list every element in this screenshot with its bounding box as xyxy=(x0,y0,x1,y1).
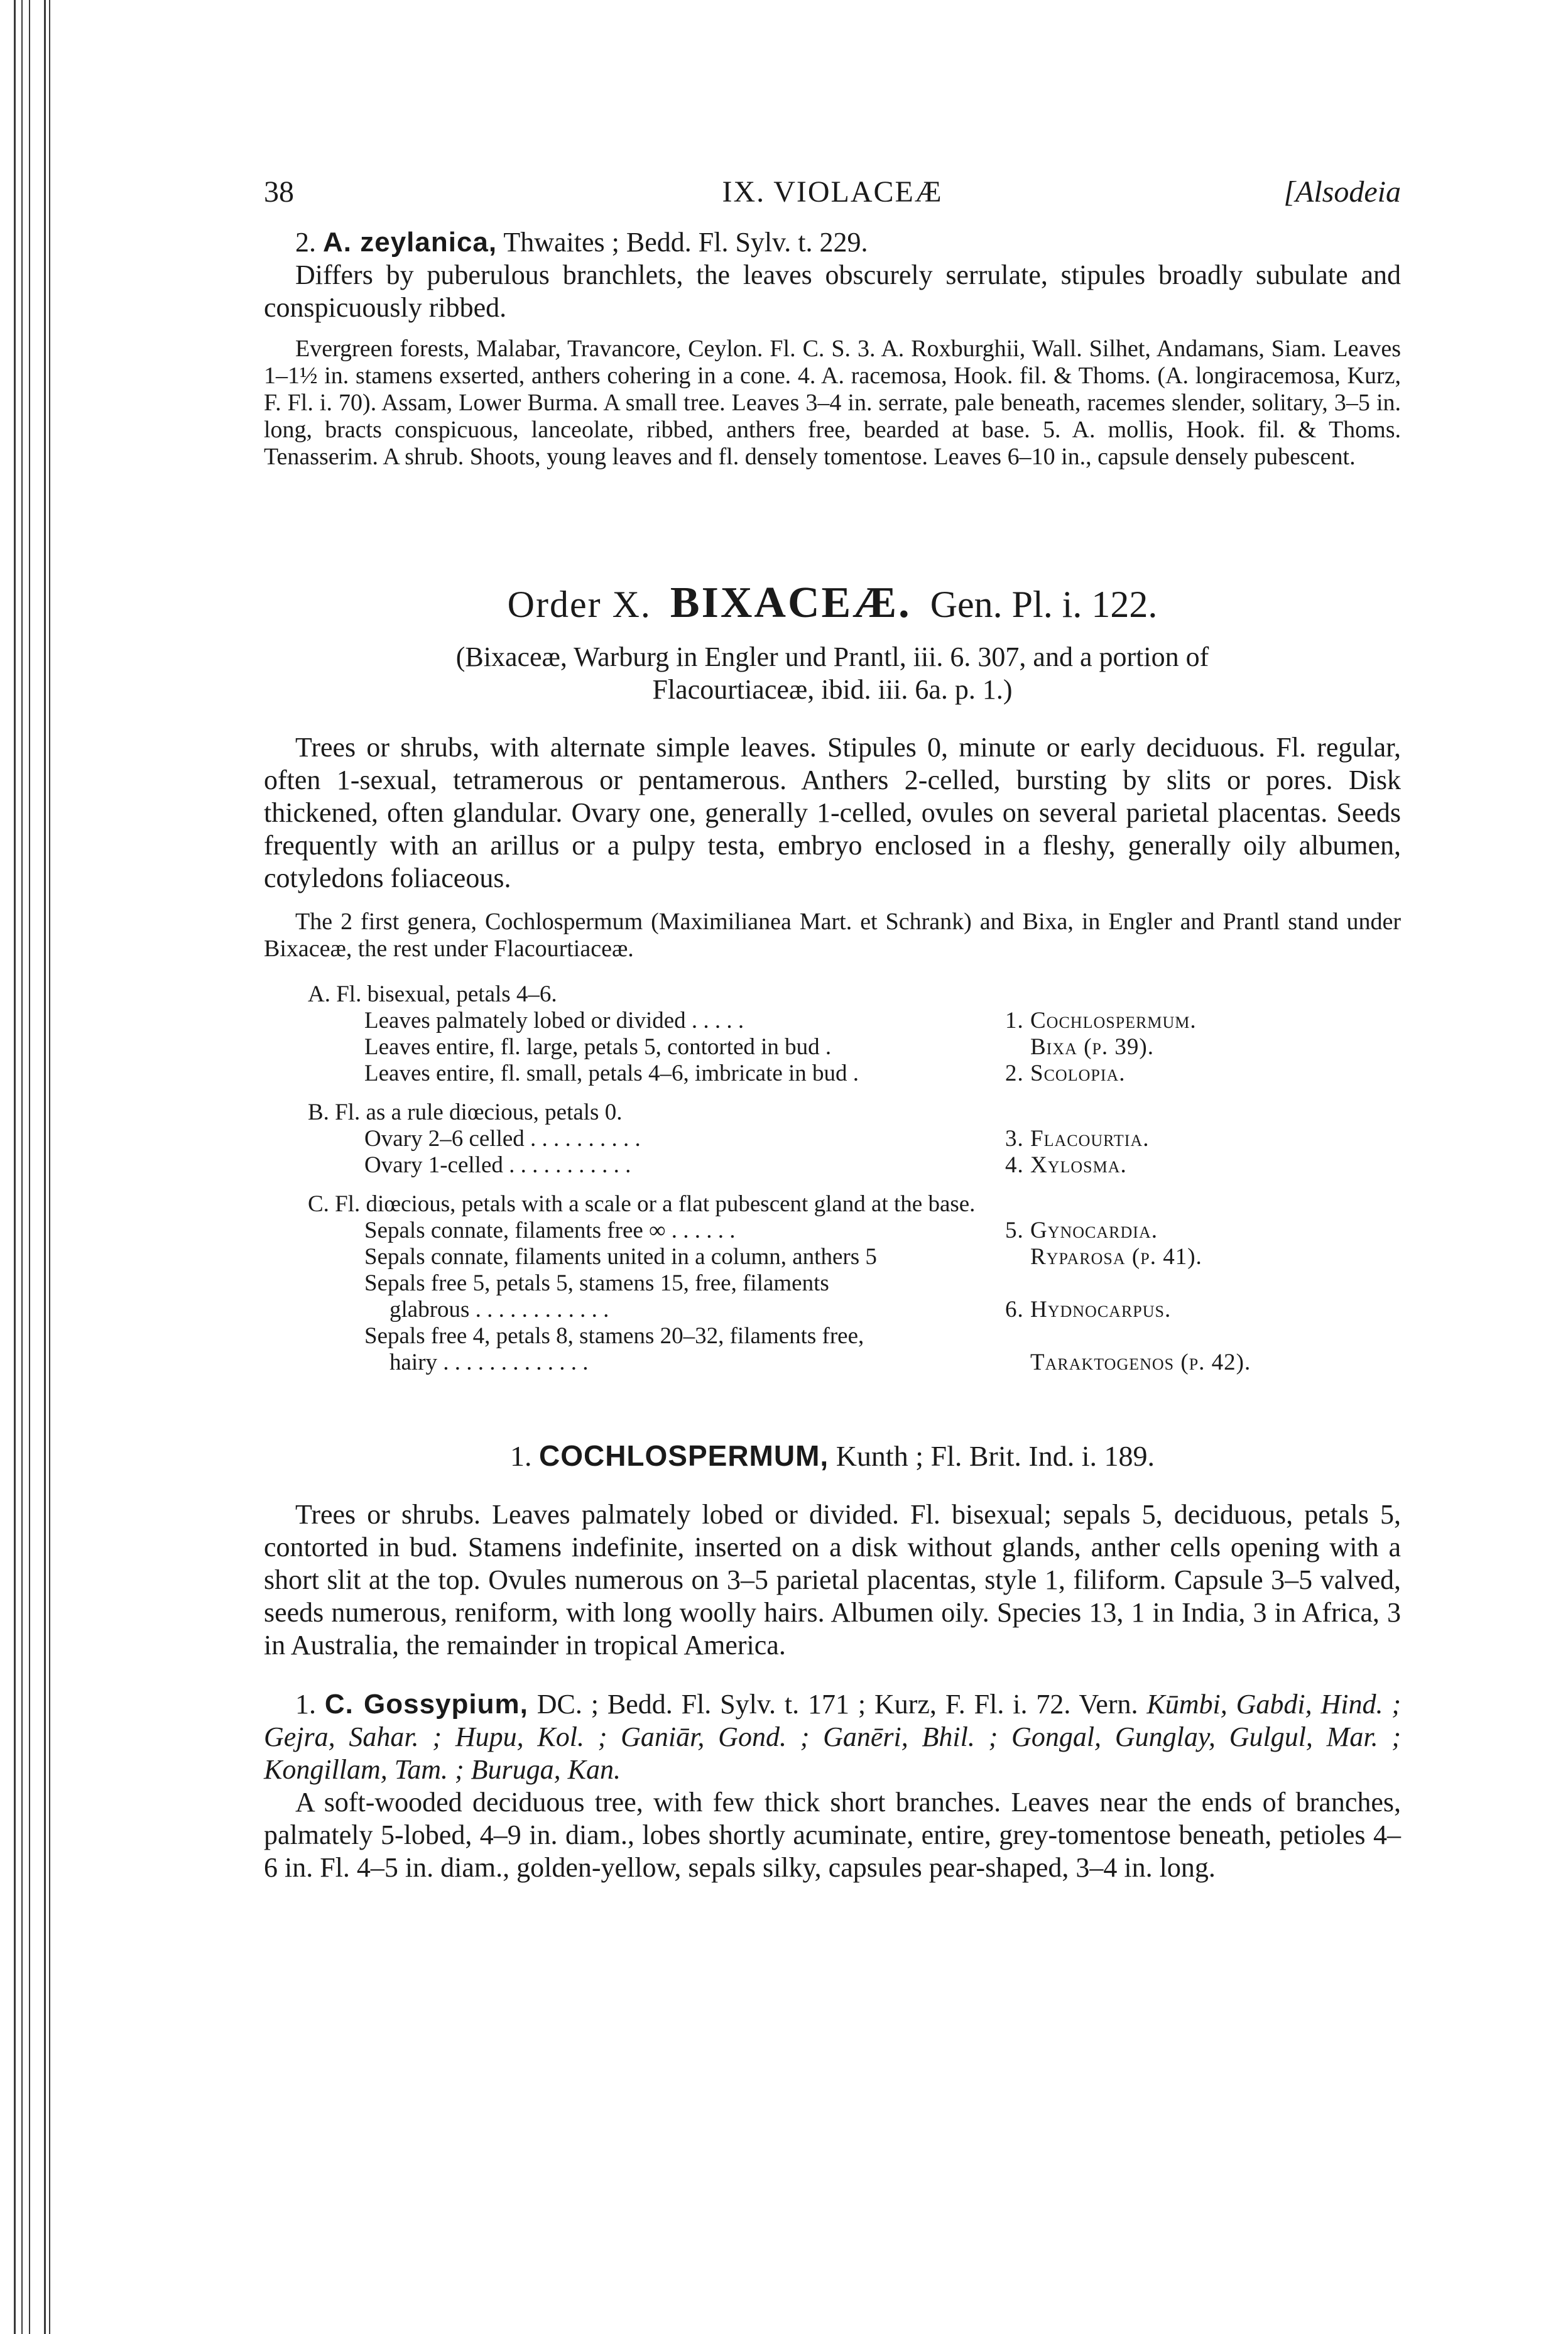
species-name: C. Gossypium, xyxy=(324,1689,528,1720)
key-heading: C. Fl. diœcious, petals with a scale or a flat pubescent gland at the base. xyxy=(308,1191,976,1217)
order-prefix: Order X. xyxy=(507,584,651,625)
key-row xyxy=(308,1152,1401,1179)
key-row xyxy=(308,1061,1401,1087)
key-group-a xyxy=(308,981,1401,1087)
species-name: A. zeylanica, xyxy=(323,227,498,258)
running-header xyxy=(264,175,1401,219)
species-references: DC. ; Bedd. Fl. Sylv. t. 171 ; Kurz, F. Fl. i. 72. Vern. xyxy=(536,1689,1138,1720)
order-name: BIXACEÆ. xyxy=(670,579,912,627)
species-heading xyxy=(264,1688,1401,1786)
species-description: A soft-wooded deciduous tree, with few thick short branches. Leaves near the ends of branches, palmately 5-lobed, 4–9 in. diam., lobes shortly acuminate, entire, grey-tomentose beneath, petioles 4–6 in. Fl. 4–5 in. diam., golden-yellow, sepals silky, capsules pear-shaped, 3–4 in. long. xyxy=(264,1787,1401,1883)
key-row xyxy=(308,1244,1401,1270)
key-heading: B. Fl. as a rule diœcious, petals 0. xyxy=(308,1099,623,1125)
binding-line xyxy=(21,0,23,2334)
binding-line xyxy=(14,0,16,2334)
order-synonymy-line-1: (Bixaceæ, Warburg in Engler und Prantl, iii. 6. 307, and a portion of xyxy=(455,641,1209,672)
genus-name: COCHLOSPERMUM, xyxy=(538,1439,829,1472)
order-reference: Gen. Pl. i. 122. xyxy=(930,584,1158,625)
order-description: Trees or shrubs, with alternate simple leaves. Stipules 0, minute or early deciduous. Fl. regular, often 1-sexual, tetramerous or pentamerous. Anthers 2-celled, bursting by slits or pores. Disk thickened, often glandular. Ovary one, generally 1-celled, ovules on several parietal placentas. Seeds frequently with an arillus or a pulpy testa, embryo enclosed in a fleshy, generally oily albumen, cotyledons foliaceous. xyxy=(264,732,1401,893)
key-result: 4. Xylosma. xyxy=(1005,1152,1127,1178)
key-result: 5. Gynocardia. xyxy=(1005,1218,1158,1243)
order-heading xyxy=(264,581,1401,627)
genera-key xyxy=(264,981,1401,1376)
running-genus: [Alsodeia xyxy=(1283,175,1401,209)
key-lead: Sepals free 4, petals 8, stamens 20–32, filaments free, xyxy=(364,1323,864,1349)
key-lead: Leaves palmately lobed or divided . . . . . xyxy=(364,1008,744,1033)
binding-line xyxy=(49,0,50,2334)
key-group-c xyxy=(308,1191,1401,1376)
species-number: 1. xyxy=(295,1689,316,1720)
genus-description: Trees or shrubs. Leaves palmately lobed or divided. Fl. bisexual; sepals 5, deciduous, petals 5, contorted in bud. Stamens indefinite, inserted on a disk without glands, anther cells opening with a short slit at the top. Ovules numerous on 3–5 parietal placentas, style 1, filiform. Capsule 3–5 valved, seeds numerous, reniform, with long woolly hairs. Albumen oily. Species 13, 1 in India, 3 in Africa, 3 in Australia, the remainder in tropical America. xyxy=(264,1499,1401,1661)
key-row xyxy=(308,1323,1401,1350)
key-lead: hairy . . . . . . . . . . . . . xyxy=(389,1350,589,1375)
species-c-gossypium xyxy=(264,1688,1401,1884)
key-row xyxy=(308,1008,1401,1034)
species-authority: Thwaites ; Bedd. Fl. Sylv. t. 229. xyxy=(503,227,868,258)
key-result: Taraktogenos (p. 42). xyxy=(1030,1350,1251,1375)
key-result: 3. Flacourtia. xyxy=(1005,1126,1150,1152)
genus-heading xyxy=(264,1439,1401,1473)
key-lead: Sepals free 5, petals 5, stamens 15, free, filaments xyxy=(364,1270,829,1296)
key-row xyxy=(308,1218,1401,1244)
key-lead: Leaves entire, fl. large, petals 5, contorted in bud . xyxy=(364,1034,832,1060)
species-number: 2. xyxy=(295,227,316,258)
page-number: 38 xyxy=(264,175,294,209)
key-row xyxy=(308,1297,1401,1323)
key-result: Bixa (p. 39). xyxy=(1030,1034,1154,1060)
page xyxy=(264,175,1401,1884)
key-row xyxy=(308,1350,1401,1376)
key-lead: Ovary 2–6 celled . . . . . . . . . . xyxy=(364,1126,641,1152)
key-lead: Sepals connate, filaments united in a column, anthers 5 xyxy=(364,1244,877,1270)
binding-line xyxy=(29,0,30,2334)
key-result: 2. Scolopia. xyxy=(1005,1061,1126,1086)
key-row xyxy=(308,1270,1401,1297)
key-row xyxy=(308,1034,1401,1061)
binding-line xyxy=(44,0,46,2334)
species-description: Differs by puberulous branchlets, the leaves obscurely serrulate, stipules broadly subulate and conspicuously ribbed. xyxy=(264,259,1401,323)
order-note: The 2 first genera, Cochlospermum (Maximilianea Mart. et Schrank) and Bixa, in Engler and Prantl stand under Bixaceæ, the rest under Flacourtiaceæ. xyxy=(264,908,1401,962)
key-lead: Ovary 1-celled . . . . . . . . . . . xyxy=(364,1152,631,1178)
key-group-b xyxy=(308,1099,1401,1179)
key-lead: Sepals connate, filaments free ∞ . . . . . . xyxy=(364,1218,736,1243)
order-synonymy xyxy=(264,641,1401,706)
genus-number: 1. xyxy=(509,1440,532,1472)
genus-reference: Kunth ; Fl. Brit. Ind. i. 189. xyxy=(836,1440,1155,1472)
species-notes: Evergreen forests, Malabar, Travancore, Ceylon. Fl. C. S. 3. A. Roxburghii, Wall. Silhet, Andamans, Siam. Leaves 1–1½ in. stamens exserted, anthers cohering in a cone. 4. A. racemosa, Hook. fil. & Thoms. (A. longiracemosa, Kurz, F. Fl. i. 70). Assam, Lower Burma. A small tree. Leaves 3–4 in. serrate, pale beneath, racemes slender, solitary, 3–5 in. long, bracts conspicuous, lanceolate, ribbed, anthers free, bearded at base. 5. A. mollis, Hook. fil. & Thoms. Tenasserim. A shrub. Shoots, young leaves and fl. densely tomentose. Leaves 6–10 in., capsule densely pubescent. xyxy=(264,335,1401,470)
key-heading: A. Fl. bisexual, petals 4–6. xyxy=(308,981,557,1007)
key-result: 1. Cochlospermum. xyxy=(1005,1008,1197,1033)
key-result: Ryparosa (p. 41). xyxy=(1030,1244,1202,1270)
key-lead: glabrous . . . . . . . . . . . . xyxy=(389,1297,609,1322)
key-lead: Leaves entire, fl. small, petals 4–6, imbricate in bud . xyxy=(364,1061,859,1086)
key-result: 6. Hydnocarpus. xyxy=(1005,1297,1172,1322)
vernacular-names: Kūmbi, Gabdi, Hind. ; Gejra, Sahar. ; Hupu, Kol. ; Ganiār, Gond. ; Ganēri, Bhil. ; Gongal, Gunglay, Gulgul, Mar. ; Kongillam, Tam. ; Buruga, Kan. xyxy=(264,1689,1402,1785)
running-title: IX. VIOLACEÆ xyxy=(722,175,943,209)
order-synonymy-line-2: Flacourtiaceæ, ibid. iii. 6a. p. 1.) xyxy=(652,674,1013,705)
species-a-zeylanica xyxy=(264,226,1401,259)
key-row xyxy=(308,1126,1401,1152)
